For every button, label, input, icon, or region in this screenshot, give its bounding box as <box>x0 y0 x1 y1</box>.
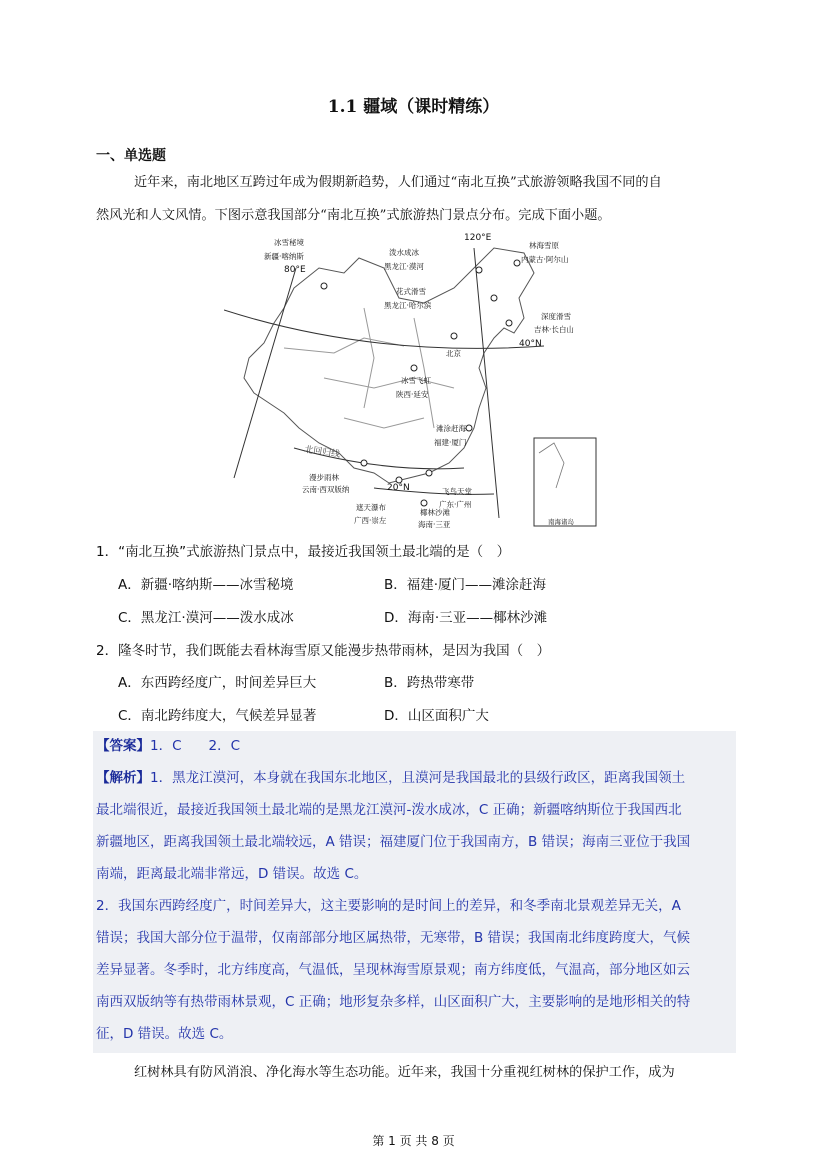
intro-line: 然风光和人文风情。下图示意我国部分“南北互换”式旅游热门景点分布。完成下面小题。 <box>96 208 611 223</box>
q1-option-b: B．福建·厦门——滩涂赶海 <box>384 577 547 593</box>
section-heading: 一、单选题 <box>96 148 166 164</box>
label-kanasi-b: 新疆·喀纳斯 <box>264 252 304 261</box>
analysis-block <box>96 762 736 1050</box>
intro-line: 近年来，南北地区互跨过年成为假期新趋势，人们通过“南北互换”式旅游领略我国不同的自 <box>134 175 662 190</box>
label-harbin-a: 花式滑雪 <box>396 287 426 296</box>
label-sanya-a: 椰林沙滩 <box>420 508 450 517</box>
answer-text: 1．C 2．C <box>150 738 241 754</box>
label-beijing: 北京 <box>446 349 461 358</box>
label-yanan-b: 陕西·延安 <box>396 390 429 399</box>
label-guangzhou-b: 广东·广州 <box>439 500 472 509</box>
q1-option-c: C．黑龙江·漠河——泼水成冰 <box>118 610 294 626</box>
q2-option-a: A．东西跨经度广，时间差异巨大 <box>118 675 317 691</box>
label-kanasi-a: 冰雪秘境 <box>274 238 304 247</box>
lat-40n: 40°N <box>519 339 542 349</box>
china-outline <box>244 248 534 483</box>
label-xiamen-a: 滩涂赶海 <box>436 424 466 433</box>
question-2: 2．隆冬时节，我们既能去看林海雪原又能漫步热带雨林，是因为我国（ ） <box>96 643 551 659</box>
page-title: 1.1 疆域（课时精练） <box>327 97 500 117</box>
q1-option-a: A．新疆·喀纳斯——冰雪秘境 <box>118 577 294 593</box>
q2-option-d: D．山区面积广大 <box>384 708 489 724</box>
label-chongzuo-a: 遮天瀑布 <box>356 503 386 512</box>
analysis-line: 南端，距离最北端非常远，D 错误。故选 C。 <box>96 866 368 882</box>
china-map <box>224 228 604 528</box>
label-harbin-b: 黑龙江·哈尔滨 <box>384 301 432 310</box>
q2-option-b: B．跨热带寒带 <box>384 675 475 691</box>
label-guangzhou-a: 飞鸟天堂 <box>442 487 472 496</box>
lon-120e: 120°E <box>464 233 492 243</box>
page-footer: 第 1 页 共 8 页 <box>372 1134 455 1148</box>
next-intro: 红树林具有防风消浪、净化海水等生态功能。近年来，我国十分重视红树林的保护工作，成为 <box>134 1065 675 1080</box>
label-aershan-a: 林海雪原 <box>529 241 559 250</box>
label-changbai-a: 深度滑雪 <box>541 312 571 321</box>
lat-20n: 20°N <box>387 483 410 493</box>
analysis-label: 【解析】 <box>96 770 150 786</box>
label-xiamen-b: 福建·厦门 <box>434 438 467 447</box>
lon-80e: 80°E <box>284 265 306 275</box>
analysis-line: 2．我国东西跨经度广，时间差异大，这主要影响的是时间上的差异，和冬季南北景观差异无关，A <box>96 898 681 914</box>
label-xsbn-a: 漫步雨林 <box>309 473 339 482</box>
label-mohe-b: 黑龙江·漠河 <box>384 262 424 271</box>
answer-label: 【答案】 <box>96 738 150 754</box>
analysis-line: 错误；我国大部分位于温带，仅南部部分地区属热带，无寒带，B 错误；我国南北纬度跨度大，气候 <box>96 930 691 946</box>
q2-option-c: C．南北跨纬度大，气候差异显著 <box>118 708 317 724</box>
label-mohe-a: 泼水成冰 <box>389 248 419 257</box>
label-chongzuo-b: 广西·崇左 <box>354 516 387 525</box>
analysis-line: 差异显著。冬季时，北方纬度高，气温低，呈现林海雪原景观；南方纬度低，气温高，部分地区如云 <box>96 962 690 978</box>
analysis-line: 南西双版纳等有热带雨林景观，C 正确；地形复杂多样，山区面积广大，主要影响的是地形相关的特 <box>96 994 691 1010</box>
q1-option-d: D．海南·三亚——椰林沙滩 <box>384 610 548 626</box>
label-sanya-b: 海南·三亚 <box>418 520 451 528</box>
analysis-line: 1．黑龙江漠河，本身就在我国东北地区，且漠河是我国最北的县级行政区，距离我国领土 <box>150 770 686 786</box>
analysis-line: 新疆地区，距离我国领土最北端较远，A 错误；福建厦门位于我国南方，B 错误；海南三亚位于我国 <box>96 834 691 850</box>
label-xsbn-b: 云南·西双版纳 <box>302 485 350 494</box>
answer-line <box>96 730 736 762</box>
intro-paragraph <box>96 166 736 232</box>
question-1: 1．“南北互换”式旅游热门景点中，最接近我国领土最北端的是（ ） <box>96 544 511 560</box>
label-changbai-b: 吉林·长白山 <box>534 325 574 334</box>
analysis-line: 最北端很近，最接近我国领土最北端的是黑龙江漠河-泼水成冰，C 正确；新疆喀纳斯位于我国西北 <box>96 802 682 818</box>
label-yanan-a: 冰雪飞虹 <box>401 376 431 385</box>
inset-label: 南海诸岛 <box>548 518 574 526</box>
analysis-line: 征，D 错误。故选 C。 <box>96 1026 233 1042</box>
label-aershan-b: 内蒙古·阿尔山 <box>521 255 569 264</box>
tropic-label: 北回归线 <box>303 445 341 460</box>
